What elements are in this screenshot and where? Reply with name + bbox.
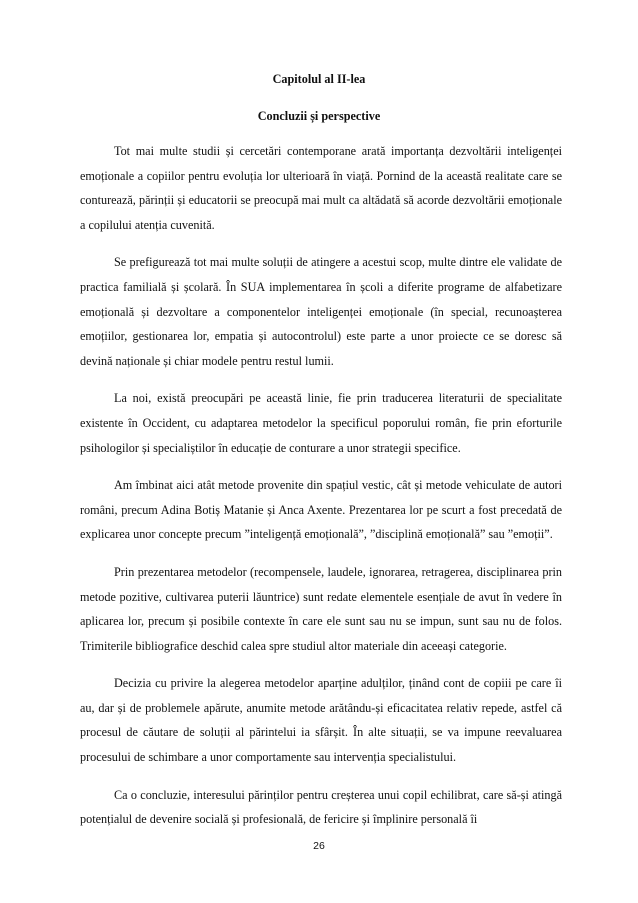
paragraph: Se prefigurează tot mai multe soluții de atingere a acestui scop, multe dintre ele validate de practica familială și școlară. În SUA implementarea în școli a diferite programe de alfabetizare emoțională și dezvoltare a componentelor inteligenței emoționale (în special, recunoașterea emoțiilor, gestionarea lor, empatia și autocontrolul) este parte a unor proiecte ce se doresc să devină naționale și chiar modele pentru restul lumii.	[80, 255, 562, 368]
section-title: Concluzii și perspective	[257, 109, 381, 123]
paragraph: Am îmbinat aici atât metode provenite din spațiul vestic, cât și metode vehiculate de autori români, precum Adina Botiș Matanie și Anca Axente. Prezentarea lor pe scurt a fost precedată de explicarea unor concepte precum ”inteligență emoțională”, ”disciplină emoțională” sau ”emoții”.	[80, 478, 562, 542]
paragraph: La noi, există preocupări pe această linie, fie prin traducerea literaturii de specialitate existente în Occident, cu adaptarea metodelor la specificul poporului român, fie prin eforturile psihologilor și specialiștilor în educație de conturare a unor strategii specifice.	[80, 391, 562, 455]
chapter-title: Capitolul al II-lea	[272, 72, 366, 86]
paragraph: Ca o concluzie, interesului părinților pentru creșterea unui copil echilibrat, care să-și atingă potențialul de devenire socială și profesională, de fericire și împlinire personală îi	[80, 787, 562, 827]
paragraph: Decizia cu privire la alegerea metodelor aparține adulților, ținând cont de copiii pe care îi au, dar și de problemele apărute, anumite metode arătându-și eficacitatea relativ repede, astfel că procesul de căutare de soluții al părintelui ia sfârșit. În alte situații, se va impune reevaluarea procesului de schimbare a unor comportamente sau intervenția specialistului.	[80, 676, 562, 765]
paragraph: Tot mai multe studii și cercetări contemporane arată importanța dezvoltării inteligenței emoționale a copiilor pentru evoluția lor ulterioară în viață. Pornind de la această realitate care se conturează, părinții și educatorii se preocupă mai mult ca altădată să acorde dezvoltării emoționale a copilului atenția cuvenită.	[80, 144, 562, 232]
body-text	[80, 139, 562, 845]
paragraph: Prin prezentarea metodelor (recompensele, laudele, ignorarea, retragerea, disciplinarea prin metode pozitive, cultivarea puterii lăuntrice) sunt redate elementele esențiale de avut în vedere în aplicarea lor, precum și posibile contexte în care ele sunt sau nu se impun, sunt sau nu de folos. Trimiterile bibliografice deschid calea spre studiul altor materiale din aceeași categorie.	[80, 564, 562, 653]
page-number: 26	[313, 840, 325, 852]
